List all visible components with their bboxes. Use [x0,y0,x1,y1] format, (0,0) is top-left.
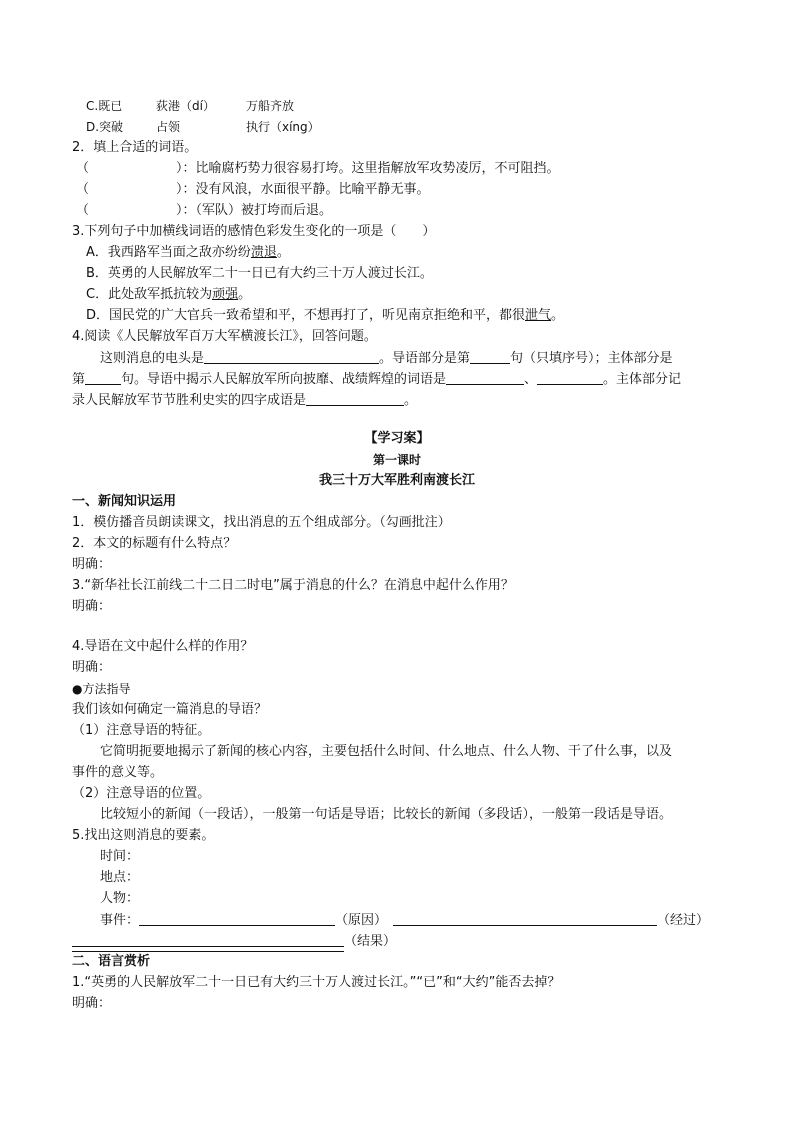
q4-line-3 [72,391,417,410]
blank-cause[interactable] [139,911,335,926]
q2-definition: ）：没有风浪，水面很平静。比喻平静无事。 [176,182,430,197]
q4-line-2 [72,370,681,389]
section-1-heading: 一、新闻知识运用 [72,494,177,509]
blank-process[interactable] [393,911,657,926]
blank-result[interactable] [72,932,344,947]
method-point-2: （2）注意导语的位置。 [72,786,211,801]
q4-text: 。主体部分记 [603,372,682,387]
method-point-1: （1）注意导语的特征。 [72,723,211,738]
sec1-q3: 3.“新华社长江前线二十二日二时电”属于消息的什么？在消息中起什么作用？ [72,578,514,593]
blank-word-2[interactable] [537,370,603,385]
q3-a-end: 。 [276,245,290,260]
method-question: 我们该如何确定一篇消息的导语？ [72,702,268,717]
result-label: （结果） [344,934,397,949]
q4-text: 录人民解放军节节胜利史实的四字成语是 [72,393,307,408]
q3-option-c [86,286,251,304]
q4-text: 这则消息的电头是 [100,351,205,366]
option-d-word2: 占领 [156,120,181,134]
method-point-1-text-cont: 事件的意义等。 [72,765,164,780]
method-guide: ●方法指导 [72,682,131,696]
q2-row-2 [76,181,430,199]
lesson-label: 第一课时 [372,453,421,467]
sec1-q4: 4.导语在文中起什么样的作用？ [72,639,254,654]
section-2-heading: 二、语言赏析 [72,954,151,969]
q3-option-b: B．英勇的人民解放军二十一日已有大约三十万人渡过长江。 [86,266,433,281]
cause-label: （原因） [335,913,388,928]
q2-title: 2．填上合适的词语。 [72,140,198,155]
q1-option-d [86,118,320,136]
q3-d-end: 。 [551,308,565,323]
q4-text: 。 [404,393,418,408]
sec1-q1: 1．模仿播音员朗读课文，找出消息的五个组成部分。（勾画批注） [72,515,451,530]
q3-a-text: A．我西路军当面之敌亦纷纷 [86,245,251,260]
q4-text: 句。导语中揭示人民解放军所向披靡、战绩辉煌的词语是 [121,372,447,387]
blank-dateline[interactable] [204,349,379,364]
q2-open-paren: （ [76,161,90,176]
method-point-2-text: 比较短小的新闻（一段话），一般第一句话是导语；比较长的新闻（多段话），一般第一段话是导语。 [100,807,673,822]
blank-word-1[interactable] [446,370,524,385]
q2-definition: ）：（军队）被打垮而后退。 [176,203,333,218]
q4-text: 。导语部分是第 [379,351,471,366]
option-d-label: D.突破 [86,120,124,134]
q3-d-text: D．国民党的广大官兵一致希望和平，不想再打了，听见南京拒绝和平，都很 [86,308,526,323]
option-c-label: C.既已 [86,99,123,113]
option-c-word3: 万船齐放 [246,99,295,113]
q4-text: 句（只填序号）；主体部分是 [510,351,673,366]
option-c-word2: 荻港（dí） [156,99,215,113]
q4-text: 第 [72,372,86,387]
event-label: 事件： [100,913,140,928]
q2-row-1 [76,160,560,178]
blank-lead-sentence[interactable] [470,349,510,364]
section-divider [72,951,344,952]
q4-title: 4.阅读《人民解放军百万大军横渡长江》，回答问题。 [72,329,377,344]
q3-d-underlined-word: 泄气 [525,308,552,323]
option-d-word3: 执行（xíng） [246,120,320,134]
element-result [72,932,396,951]
q3-a-underlined-word: 溃退 [250,245,277,260]
process-label: （经过） [657,913,710,928]
study-header: 【学习案】 [364,431,430,446]
blank-body-sentence[interactable] [85,370,121,385]
element-event [100,911,709,930]
method-point-1-text: 它简明扼要地揭示了新闻的核心内容，主要包括什么时间、什么地点、什么人物、干了什么事，以及 [100,744,673,759]
q3-c-underlined-word: 顽强 [212,287,239,302]
q4-line-1 [100,349,673,368]
element-time: 时间： [100,849,140,864]
element-place: 地点： [100,870,140,885]
sec1-q5: 5.找出这则消息的要素。 [72,828,215,843]
q2-row-3 [76,202,332,220]
blank-idiom[interactable] [306,391,404,406]
q3-c-end: 。 [238,287,252,302]
q2-open-paren: （ [76,203,90,218]
q3-title: 3.下列句子中加横线词语的感情色彩发生变化的一项是（ ） [72,224,436,239]
sec2-q1: 1.“英勇的人民解放军二十一日已有大约三十万人渡过长江。”“已”和“大约”能否去掉？ [72,975,561,990]
q4-text: 、 [524,372,538,387]
element-person: 人物： [100,891,140,906]
answer-label: 明确： [72,557,112,572]
answer-label: 明确： [72,660,112,675]
answer-label: 明确： [72,599,112,614]
q1-option-c [86,97,294,115]
q3-option-d [86,307,564,325]
lesson-title: 我三十万大军胜利南渡长江 [318,473,475,488]
sec1-q2: 2．本文的标题有什么特点？ [72,536,237,551]
answer-label: 明确： [72,996,112,1011]
q3-option-a [86,244,290,262]
q3-c-text: C．此处敌军抵抗较为 [86,287,213,302]
q2-definition: ）：比喻腐朽势力很容易打垮。这里指解放军攻势凌厉，不可阻挡。 [176,161,560,176]
q2-open-paren: （ [76,182,90,197]
